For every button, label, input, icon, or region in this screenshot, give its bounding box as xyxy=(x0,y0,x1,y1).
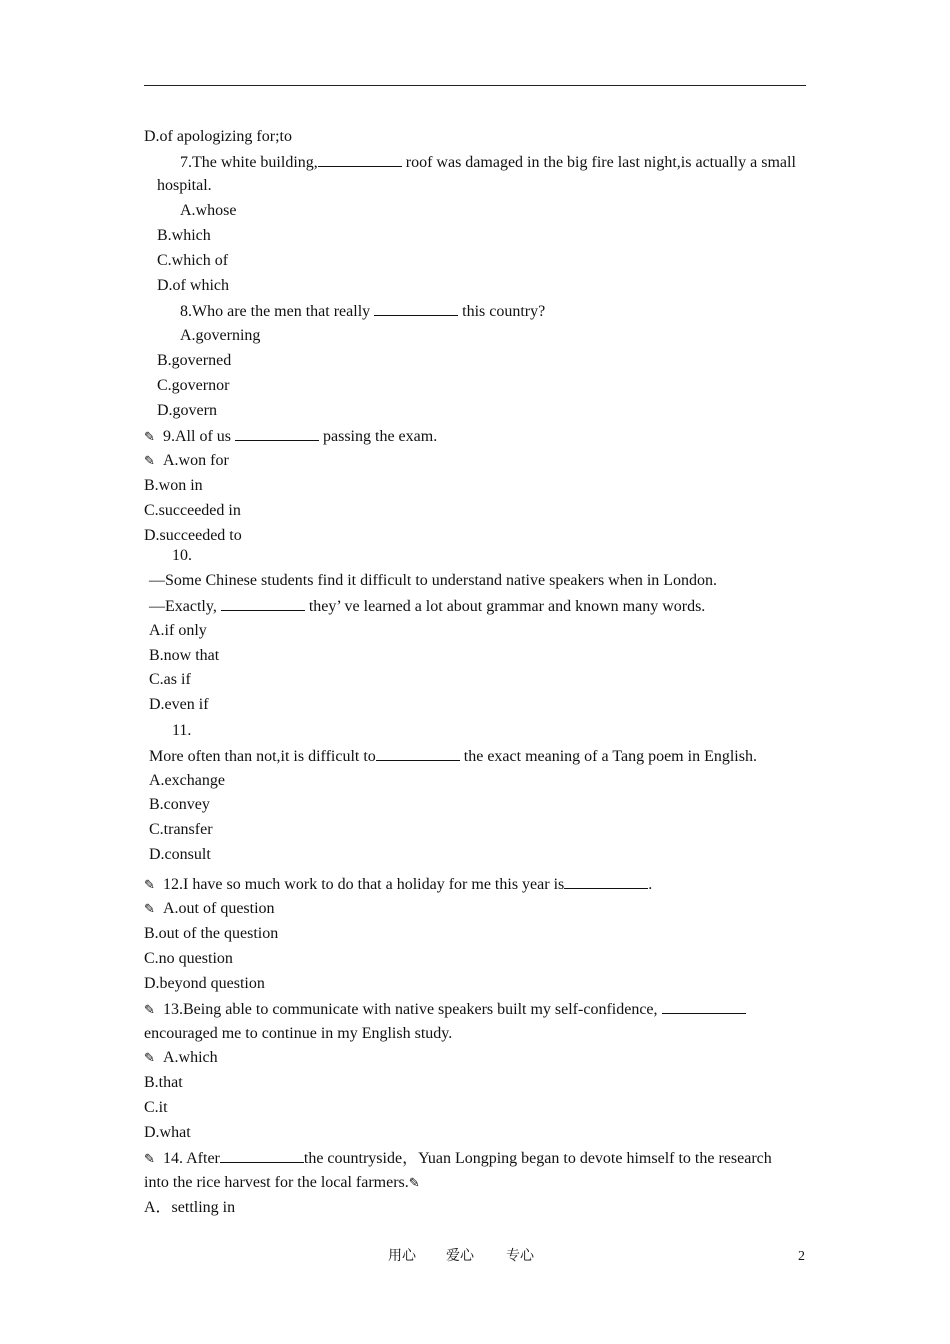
q11-stem: More often than not,it is difficult to the exact meaning of a Tang poem in English. xyxy=(149,748,757,765)
ornament-icon xyxy=(144,1049,163,1067)
q11-option-c: C.transfer xyxy=(149,821,213,838)
q10-number: 10. xyxy=(172,547,192,564)
header-rule xyxy=(144,85,806,86)
q12-option-d: D.beyond question xyxy=(144,975,265,992)
ornament-icon xyxy=(144,452,163,470)
answer-blank xyxy=(220,1149,304,1163)
q6-option-d: D.of apologizing for;to xyxy=(144,128,292,145)
q13-stem-cont: encouraged me to continue in my English study. xyxy=(144,1025,453,1042)
q10-option-b: B.now that xyxy=(149,647,220,664)
q8-option-d: D.govern xyxy=(157,402,217,419)
ornament-icon xyxy=(144,428,163,446)
q10-option-d: D.even if xyxy=(149,696,209,713)
q11-option-b: B.convey xyxy=(149,796,210,813)
q7-option-c: C.which of xyxy=(157,252,229,269)
q7-option-a: A.whose xyxy=(180,202,237,219)
q8-option-a: A.governing xyxy=(180,327,261,344)
answer-blank xyxy=(318,153,402,167)
answer-blank xyxy=(662,1000,746,1014)
ornament-icon xyxy=(144,1001,163,1019)
q8-stem: 8.Who are the men that really this country? xyxy=(180,303,546,320)
q10-line1: —Some Chinese students find it difficult to understand native speakers when in London. xyxy=(149,572,718,589)
q8-option-c: C.governor xyxy=(157,377,230,394)
q9-option-c: C.succeeded in xyxy=(144,502,241,519)
q7-stem-cont: hospital. xyxy=(157,177,212,194)
answer-blank xyxy=(235,427,319,441)
q7-stem: 7.The white building, roof was damaged in the big fire last night,is actually a small xyxy=(180,154,796,171)
answer-blank xyxy=(564,875,648,889)
q13-option-d: D.what xyxy=(144,1124,191,1141)
answer-blank xyxy=(221,597,305,611)
q14-stem-cont: into the rice harvest for the local farmers.✎ xyxy=(144,1174,428,1192)
footer-text-1: 用心 xyxy=(388,1249,416,1264)
ornament-icon xyxy=(144,876,163,894)
q9-option-b: B.won in xyxy=(144,477,203,494)
q7-option-d: D.of which xyxy=(157,277,229,294)
q9-option-d: D.succeeded to xyxy=(144,527,242,544)
q10-option-a: A.if only xyxy=(149,622,207,639)
ornament-icon xyxy=(409,1174,428,1192)
ornament-icon xyxy=(144,1150,163,1168)
q12-option-c: C.no question xyxy=(144,950,233,967)
q10-line2: —Exactly, they’ ve learned a lot about grammar and known many words. xyxy=(149,598,706,615)
page-number: 2 xyxy=(798,1249,805,1264)
q11-option-a: A.exchange xyxy=(149,772,225,789)
q13-option-a: ✎A.which xyxy=(144,1049,218,1067)
ornament-icon xyxy=(144,900,163,918)
q10-option-c: C.as if xyxy=(149,671,191,688)
q13-option-c: C.it xyxy=(144,1099,168,1116)
q8-option-b: B.governed xyxy=(157,352,232,369)
footer-text-3: 专心 xyxy=(506,1249,534,1264)
q11-option-d: D.consult xyxy=(149,846,211,863)
q12-option-a: ✎A.out of question xyxy=(144,900,275,918)
q11-number: 11. xyxy=(172,722,192,739)
answer-blank xyxy=(374,302,458,316)
q12-option-b: B.out of the question xyxy=(144,925,279,942)
q7-option-b: B.which xyxy=(157,227,211,244)
footer-text-2: 爱心 xyxy=(446,1249,474,1264)
q9-stem: ✎9.All of us passing the exam. xyxy=(144,427,437,446)
q9-option-a: ✎A.won for xyxy=(144,452,229,470)
q14-option-a: A．settling in xyxy=(144,1199,236,1216)
q13-option-b: B.that xyxy=(144,1074,183,1091)
q12-stem: ✎12.I have so much work to do that a holiday for me this year is . xyxy=(144,875,652,894)
q13-stem: ✎13.Being able to communicate with native speakers built my self-confidence, xyxy=(144,1000,746,1019)
answer-blank xyxy=(376,747,460,761)
q14-stem: ✎14. After the countryside，Yuan Longping began to devote himself to the research xyxy=(144,1149,772,1168)
